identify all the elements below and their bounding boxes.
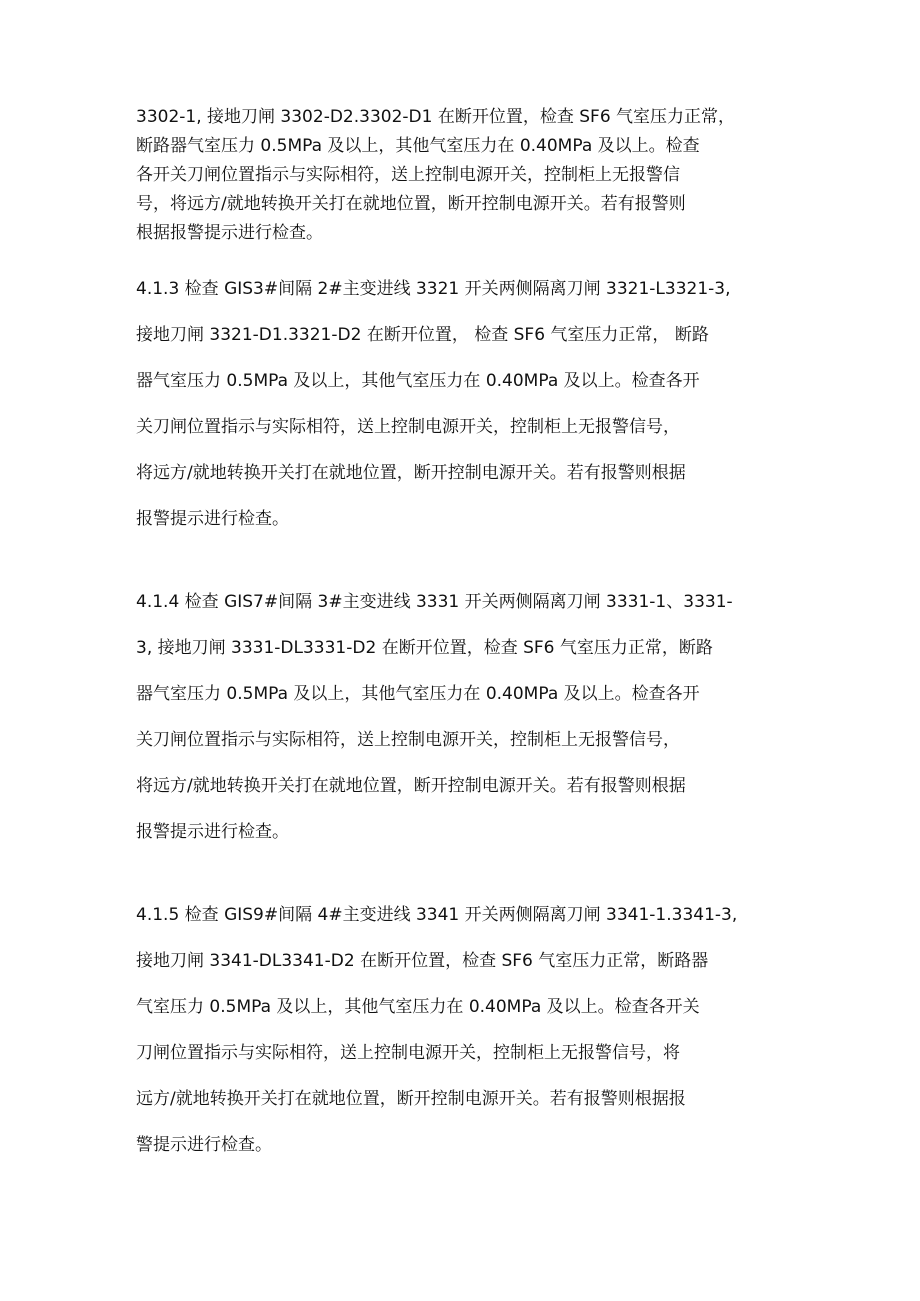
text-line: 接地刀闸 3321-D1.3321-D2 在断开位置， 检查 SF6 气室压力正常， 断路 (136, 325, 709, 345)
text-line: 号，将远方/就地转换开关打在就地位置，断开控制电源开关。若有报警则 (136, 194, 686, 214)
text-line: 3, 接地刀闸 3331-DL3331-D2 在断开位置，检查 SF6 气室压力正常，断路 (136, 638, 713, 658)
text-line: 器气室压力 0.5MPa 及以上，其他气室压力在 0.40MPa 及以上。检查各开 (136, 684, 700, 704)
text-line: 4.1.5 检查 GIS9#间隔 4#主变进线 3341 开关两侧隔离刀闸 3341-1.3341-3, (136, 905, 738, 925)
text-line: 将远方/就地转换开关打在就地位置，断开控制电源开关。若有报警则根据 (136, 463, 686, 483)
paragraph-4-1-3 (136, 275, 800, 551)
text-line: 4.1.4 检查 GIS7#间隔 3#主变进线 3331 开关两侧隔离刀闸 3331-1、3331- (136, 592, 733, 612)
text-line: 气室压力 0.5MPa 及以上，其他气室压力在 0.40MPa 及以上。检查各开关 (136, 997, 700, 1017)
text-line: 关刀闸位置指示与实际相符，送上控制电源开关，控制柜上无报警信号， (136, 730, 680, 750)
text-line: 各开关刀闸位置指示与实际相符，送上控制电源开关，控制柜上无报警信 (136, 165, 680, 185)
text-line: 报警提示进行检查。 (136, 509, 289, 529)
text-line: 根据报警提示进行检查。 (136, 223, 323, 243)
text-line: 4.1.3 检查 GIS3#间隔 2#主变进线 3321 开关两侧隔离刀闸 3321-L3321-3, (136, 279, 731, 299)
paragraph-3302-continuation (136, 103, 800, 248)
text-line: 将远方/就地转换开关打在就地位置，断开控制电源开关。若有报警则根据 (136, 776, 686, 796)
text-line: 远方/就地转换开关打在就地位置，断开控制电源开关。若有报警则根据报 (136, 1089, 686, 1109)
text-line: 警提示进行检查。 (136, 1135, 272, 1155)
paragraph-4-1-4 (136, 588, 800, 864)
text-line: 断路器气室压力 0.5MPa 及以上，其他气室压力在 0.40MPa 及以上。检查 (136, 136, 700, 156)
text-line: 关刀闸位置指示与实际相符，送上控制电源开关，控制柜上无报警信号， (136, 417, 680, 437)
text-line: 器气室压力 0.5MPa 及以上，其他气室压力在 0.40MPa 及以上。检查各开 (136, 371, 700, 391)
paragraph-4-1-5 (136, 901, 800, 1177)
text-line: 3302-1, 接地刀闸 3302-D2.3302-D1 在断开位置，检查 SF6 气室压力正常， (136, 107, 736, 127)
text-line: 报警提示进行检查。 (136, 822, 289, 842)
text-line: 接地刀闸 3341-DL3341-D2 在断开位置，检查 SF6 气室压力正常，断路器 (136, 951, 709, 971)
text-line: 刀闸位置指示与实际相符，送上控制电源开关，控制柜上无报警信号，将 (136, 1043, 680, 1063)
